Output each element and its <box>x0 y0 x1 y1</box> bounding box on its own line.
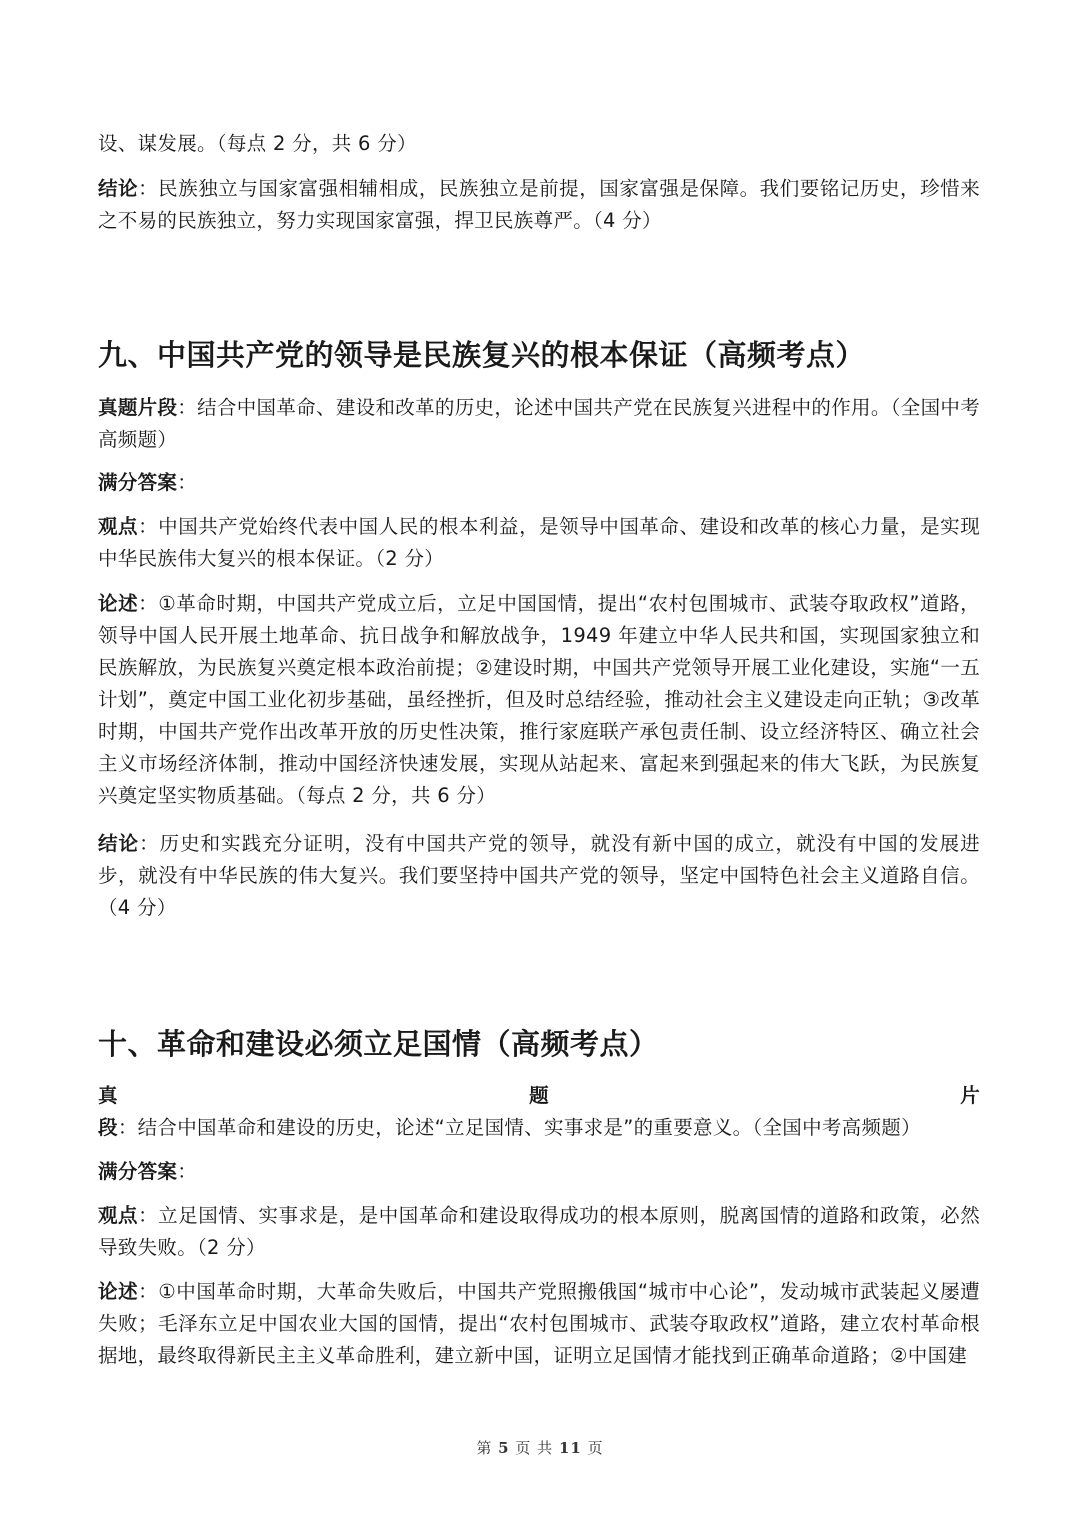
section9-answer-heading <box>98 467 980 499</box>
section8-tail-paragraph <box>98 128 980 160</box>
section9-question-label: 真题片段 <box>98 396 178 419</box>
section9-viewpoint-text: ：中国共产党始终代表中国人民的根本利益，是领导中国革命、建设和改革的核心力量，是实现中华民族伟大复兴的根本保证。（2 分） <box>98 515 980 570</box>
section10-answer-heading <box>98 1156 980 1188</box>
section9-conclusion-text: ：历史和实践充分证明，没有中国共产党的领导，就没有新中国的成立，就没有中国的发展进步，就没有中华民族的伟大复兴。我们要坚持中国共产党的领导，坚定中国特色社会主义道路自信。（4 分） <box>98 832 980 919</box>
section9-viewpoint-label: 观点 <box>98 515 139 538</box>
section9-argument-paragraph <box>98 588 980 812</box>
section9-conclusion-label: 结论 <box>98 832 140 855</box>
section9-argument-text: ：①革命时期，中国共产党成立后，立足中国国情，提出“农村包围城市、武装夺取政权”道路，领导中国人民开展土地革命、抗日战争和解放战争，1949 年建立中华人民共和国，实现国家独立和民族解放，为民族复兴奠定根本政治前提；②建设时期，中国共产党领导开展工业化建设，实施“一五计划”，奠定中国工业化初步基础，虽经挫折，但及时总结经验，推动社会主义建设走向正轨；③改革时期，中国共产党作出改革开放的历史性决策，推行家庭联产承包责任制、设立经济特区、确立社会主义市场经济体制，推动中国经济快速发展，实现从站起来、富起来到强起来的伟大飞跃，为民族复兴奠定坚实物质基础。（每点 2 分，共 6 分） <box>98 592 980 807</box>
section9-question-paragraph <box>98 392 980 456</box>
section8-tail-text: 设、谋发展。（每点 2 分，共 6 分） <box>98 132 417 155</box>
section8-conclusion-text: ：民族独立与国家富强相辅相成，民族独立是前提，国家富强是保障。我们要铭记历史，珍惜来之不易的民族独立，努力实现国家富强，捍卫民族尊严。（4 分） <box>98 177 980 232</box>
footer-total-pages: 11 <box>558 1439 582 1457</box>
footer-prefix: 第 <box>476 1439 493 1457</box>
section10-argument-text: ：①中国革命时期，大革命失败后，中国共产党照搬俄国“城市中心论”，发动城市武装起义屡遭失败；毛泽东立足中国农业大国的国情，提出“农村包围城市、武装夺取政权”道路，建立农村革命根据地，最终取得新民主主义革命胜利，建立新中国，证明立足国情才能找到正确革命道路；②中国建 <box>98 1280 980 1367</box>
section10-answer-colon: ： <box>177 1160 198 1183</box>
section10-viewpoint-paragraph <box>98 1200 980 1264</box>
section10-argument-paragraph <box>98 1276 980 1372</box>
footer-suffix: 页 <box>587 1439 604 1457</box>
section8-conclusion-paragraph <box>98 173 980 237</box>
footer-middle: 页 共 <box>515 1439 554 1457</box>
section9-viewpoint-paragraph <box>98 511 980 575</box>
footer-current-page: 5 <box>498 1439 510 1457</box>
section9-answer-colon: ： <box>177 471 198 494</box>
section9-argument-label: 论述 <box>98 592 139 615</box>
section10-argument-label: 论述 <box>98 1280 139 1303</box>
section10-viewpoint-label: 观点 <box>98 1204 139 1227</box>
section10-answer-label: 满分答案 <box>98 1160 178 1183</box>
section10-question-text: ：结合中国革命和建设的历史，论述“立足国情、实事求是”的重要意义。（全国中考高频题） <box>117 1116 921 1139</box>
section10-heading: 十、革命和建设必须立足国情（高频考点） <box>98 1027 659 1061</box>
section9-conclusion-paragraph <box>98 828 980 924</box>
page-number-footer <box>0 1437 1080 1458</box>
section9-question-text: ：结合中国革命、建设和改革的历史，论述中国共产党在民族复兴进程中的作用。（全国中考高频题） <box>98 396 980 451</box>
section10-viewpoint-text: ：立足国情、实事求是，是中国革命和建设取得成功的根本原则，脱离国情的道路和政策，必然导致失败。（2 分） <box>98 1204 980 1259</box>
section9-heading: 九、中国共产党的领导是民族复兴的根本保证（高频考点） <box>98 338 866 372</box>
section10-question-paragraph <box>98 1080 980 1144</box>
section8-conclusion-label: 结论 <box>98 177 139 200</box>
section10-question-label: 真题片段 <box>98 1084 980 1139</box>
section9-answer-label: 满分答案 <box>98 471 178 494</box>
